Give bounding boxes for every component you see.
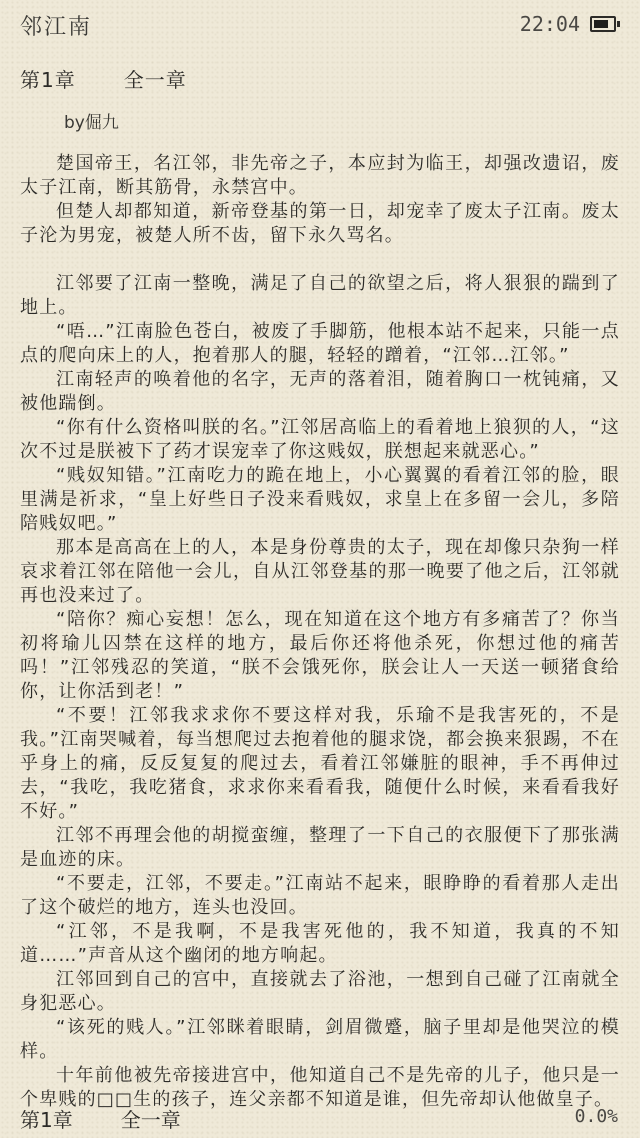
book-title: 邻江南 xyxy=(20,15,93,40)
paragraph: “不要走，江邻，不要走。”江南站不起来，眼睁睁的看着那人走出了这个破烂的地方，连头也没回。 xyxy=(20,873,620,918)
battery-icon xyxy=(590,16,616,32)
paragraph: 江邻回到自己的宫中，直接就去了浴池，一想到自己碰了江南就全身犯恶心。 xyxy=(20,969,620,1014)
paragraph: 但楚人却都知道，新帝登基的第一日，却宠幸了废太子江南。废太子沦为男宠，被楚人所不齿，留下永久骂名。 xyxy=(20,201,620,246)
paragraph: “陪你？痴心妄想！怎么，现在知道在这个地方有多痛苦了？你当初将瑜儿囚禁在这样的地方，最后你还将他杀死，你想过他的痛苦吗！”江邻残忍的笑道，“朕不会饿死你，朕会让人一天送一顿猪食给你，让你活到老！” xyxy=(20,609,620,702)
author-line: by倔九 xyxy=(64,113,119,133)
status-area xyxy=(520,12,616,36)
reading-progress: 0.0% xyxy=(574,1106,618,1127)
top-status-bar xyxy=(0,0,640,52)
battery-level xyxy=(594,20,608,28)
paragraph: “不要！江邻我求求你不要这样对我，乐瑜不是我害死的，不是我。”江南哭喊着，每当想爬过去抱着他的腿求饶，都会换来狠踢，不在乎身上的痛，反反复复的爬过去，看着江邻嫌脏的眼神，手不再伸过去，“我吃，我吃猪食，求求你来看看我，随便什么时候，来看看我好不好。” xyxy=(20,705,620,822)
footer-chapter-name: 全一章 xyxy=(120,1108,181,1132)
paragraph: 江邻不再理会他的胡搅蛮缠，整理了一下自己的衣服便下了那张满是血迹的床。 xyxy=(20,825,620,870)
bottom-status-bar xyxy=(0,1098,640,1138)
paragraph: “你有什么资格叫朕的名。”江邻居高临上的看着地上狼狈的人，“这次不过是朕被下了药才误宠幸了你这贱奴，朕想起来就恶心。” xyxy=(20,417,620,462)
paragraph: “该死的贱人。”江邻眯着眼睛，剑眉微蹙，脑子里却是他哭泣的模样。 xyxy=(20,1017,620,1062)
footer-chapter-number: 第1章 xyxy=(20,1108,73,1132)
paragraph: 楚国帝王，名江邻，非先帝之子，本应封为临王，却强改遗诏，废太子江南，断其筋骨，永禁宫中。 xyxy=(20,153,620,198)
chapter-heading xyxy=(20,64,187,93)
paragraph: “贱奴知错。”江南吃力的跪在地上，小心翼翼的看着江邻的脸，眼里满是祈求，“皇上好些日子没来看贱奴，求皇上在多留一会儿，多陪陪贱奴吧。” xyxy=(20,465,620,534)
chapter-name: 全一章 xyxy=(123,68,187,92)
paragraph: 江邻要了江南一整晚，满足了自己的欲望之后，将人狠狠的踹到了地上。 xyxy=(20,273,620,318)
clock: 22:04 xyxy=(519,12,580,36)
paragraph: 十年前他被先帝接进宫中，他知道自己不是先帝的儿子，他只是一个卑贱的□□生的孩子，连父亲都不知道是谁，但先帝却认他做皇子。 xyxy=(20,1065,620,1110)
footer-chapter xyxy=(20,1104,181,1133)
paragraph: 江南轻声的唤着他的名字，无声的落着泪，随着胸口一枕钝痛，又被他踹倒。 xyxy=(20,369,620,414)
paragraph: “江邻，不是我啊，不是我害死他的，我不知道，我真的不知道……”声音从这个幽闭的地方响起。 xyxy=(20,921,620,966)
chapter-number: 第1章 xyxy=(20,68,76,92)
reading-content[interactable] xyxy=(20,152,620,1112)
paragraph: “唔…”江南脸色苍白，被废了手脚筋，他根本站不起来，只能一点点的爬向床上的人，抱着那人的腿，轻轻的蹭着，“江邻…江邻。” xyxy=(20,321,620,366)
paragraph: 那本是高高在上的人，本是身份尊贵的太子，现在却像只杂狗一样哀求着江邻在陪他一会儿，自从江邻登基的那一晚要了他之后，江邻就再也没来过了。 xyxy=(20,537,620,606)
